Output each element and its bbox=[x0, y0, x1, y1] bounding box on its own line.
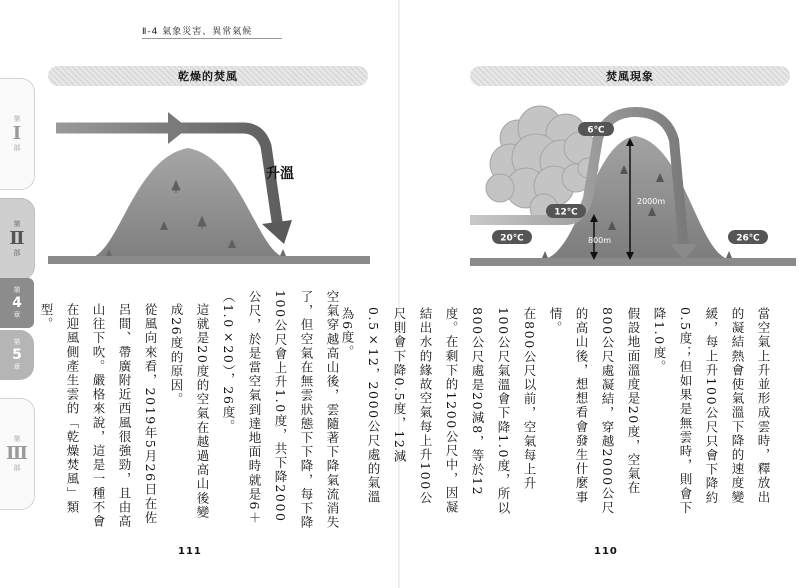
right-paragraph-3: 在800公尺以前，空氣每上升100公尺氣溫會下降1.0度，所以800公尺處是20減8，等於12度。在剩下的1200公尺中，因凝結出水的緣故空氣每上升100公尺則會下降0.5度，12減0.5×12，2000公尺處的氣溫為6度。 bbox=[340, 306, 537, 515]
tab-chapter-5-top: 第 bbox=[13, 338, 21, 346]
left-paragraph-3: 從風向來看，2019年5月26日在佐呂間、帶廣附近西風很強勁，且由高山往下吹。嚴格來說，這是一種不會在迎風側產生雲的「乾燥焚風」類型。 bbox=[39, 302, 158, 529]
running-header: Ⅱ-4 氣象災害、異常氣候 bbox=[142, 27, 253, 37]
tab-chapter-5-mark: 5 bbox=[12, 347, 22, 363]
left-body-text bbox=[39, 290, 345, 530]
temp-label-start: 20℃ bbox=[500, 233, 524, 244]
header-rule bbox=[142, 38, 282, 39]
tab-part-3[interactable] bbox=[0, 398, 35, 510]
tree-icon bbox=[542, 251, 548, 258]
tab-part-2[interactable] bbox=[0, 198, 35, 280]
section-title-dry-foehn: 乾燥的焚風 bbox=[48, 66, 368, 86]
tab-part-1-top: 第 bbox=[13, 115, 21, 123]
tab-chapter-5-bottom: 章 bbox=[13, 363, 21, 371]
page-number-left: 111 bbox=[178, 546, 202, 557]
height-label-800m: 800m bbox=[588, 236, 612, 245]
ground-line bbox=[48, 256, 370, 264]
right-body-text bbox=[340, 294, 776, 516]
section-title-foehn-phenomenon: 焚風現象 bbox=[470, 66, 790, 86]
temp-label-end: 26℃ bbox=[736, 233, 760, 244]
temp-label-mid: 12℃ bbox=[554, 207, 578, 218]
warming-label: 升溫 bbox=[266, 166, 294, 182]
temp-label-top: 6℃ bbox=[587, 125, 605, 136]
right-paragraph-1: 當空氣上升並形成雲時，釋放出的凝結熱會使氣溫下降的速度變緩，每上升100公尺只會下降約0.5度；但如果是無雲時，則會下降1.0度。 bbox=[652, 306, 771, 515]
page-number-right: 110 bbox=[594, 546, 618, 557]
height-label-2000m: 2000m bbox=[637, 197, 666, 206]
wind-arrow-down-head bbox=[262, 220, 292, 244]
tab-chapter-5[interactable] bbox=[0, 330, 34, 380]
tab-part-1-mark: Ⅰ bbox=[12, 123, 22, 144]
tab-part-2-top: 第 bbox=[13, 220, 21, 228]
tab-part-2-bottom: 部 bbox=[13, 249, 21, 257]
tab-part-1-bottom: 部 bbox=[13, 144, 21, 152]
left-paragraph-1: 空氣穿越高山後，雲隨著下降氣流消失了，但空氣在無雲狀態下下降，每下降100公尺會上升1.0度，共下降2000公尺，於是當空氣到達地面時就是6＋（1.0×20），26度。 bbox=[221, 290, 340, 530]
mountain-shape bbox=[88, 148, 288, 258]
tab-part-3-mark: Ⅲ bbox=[6, 443, 28, 464]
tree-icon bbox=[280, 249, 286, 256]
foehn-phenomenon-figure bbox=[470, 98, 796, 278]
tab-chapter-4-mark: 4 bbox=[12, 295, 22, 311]
tab-chapter-4-top: 第 bbox=[13, 286, 21, 294]
tree-icon bbox=[726, 251, 732, 258]
tab-chapter-4-bottom: 章 bbox=[13, 311, 21, 319]
left-paragraph-2: 這就是20度的空氣在越過高山後變成26度的原因。 bbox=[169, 302, 210, 520]
tab-part-1[interactable] bbox=[0, 78, 35, 190]
tab-part-3-bottom: 部 bbox=[13, 464, 21, 472]
dry-foehn-figure bbox=[48, 98, 370, 278]
right-paragraph-2: 假設地面溫度是20度，空氣在800公尺處凝結，穿越2000公尺的高山後，想想看會發生什麼事情。 bbox=[548, 306, 641, 515]
ground-line bbox=[470, 258, 796, 266]
wind-arrow-left-head bbox=[168, 112, 188, 144]
tab-chapter-4[interactable] bbox=[0, 278, 34, 328]
tab-part-3-top: 第 bbox=[13, 435, 21, 443]
tab-part-2-mark: Ⅱ bbox=[9, 228, 25, 249]
right-page bbox=[340, 0, 799, 588]
